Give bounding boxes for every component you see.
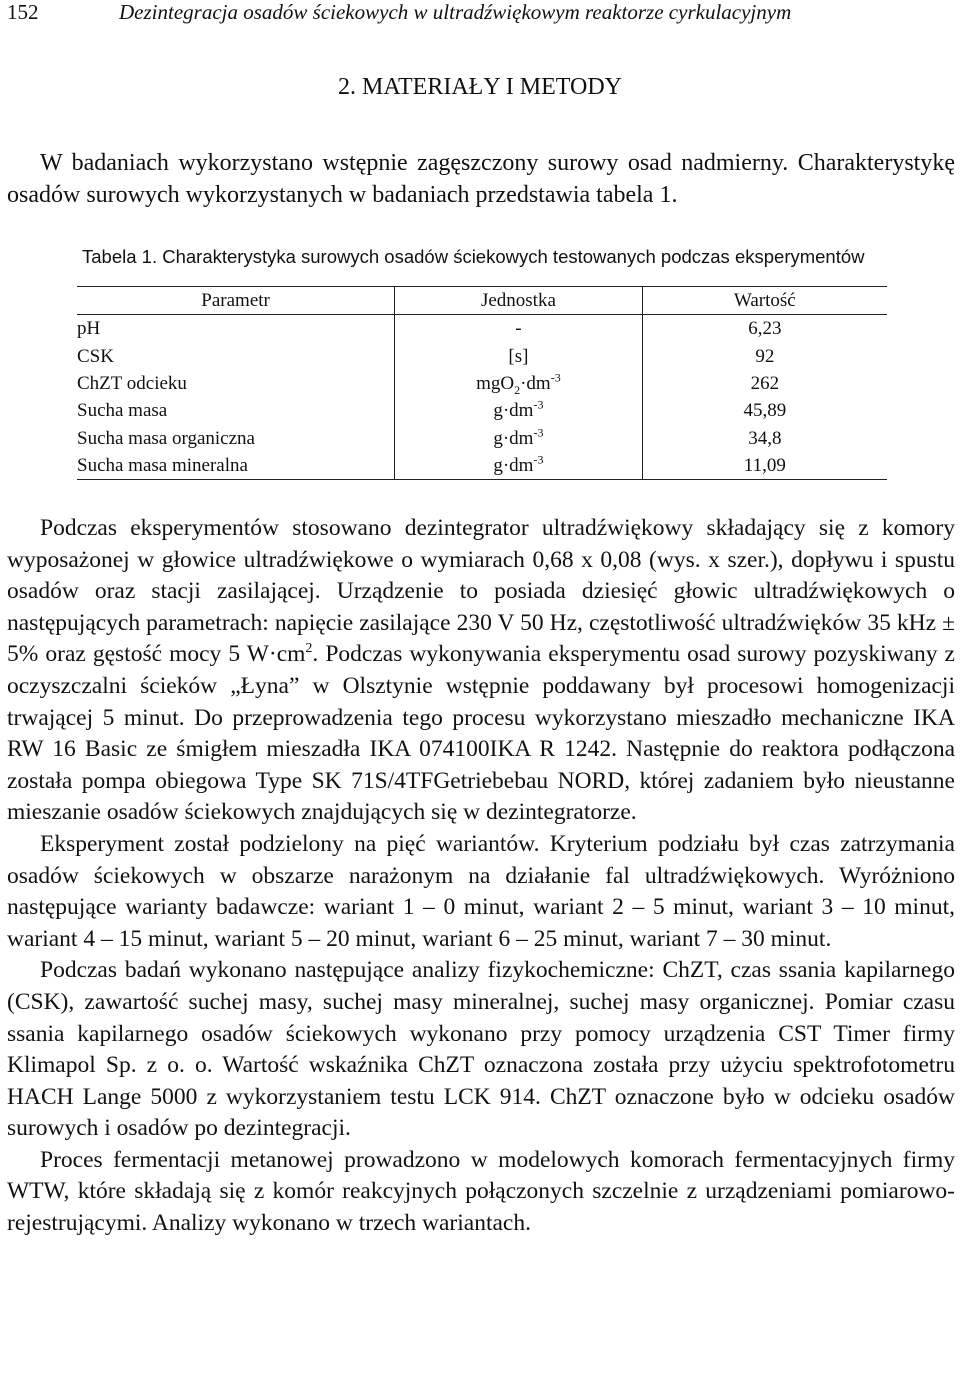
table-row [77, 343, 887, 370]
header-wartosc: Wartość [642, 287, 887, 315]
header-jednostka: Jednostka [395, 287, 642, 315]
unit-cell: - [395, 315, 642, 343]
unit-cell: $g\cdot dm^{-3}$ [395, 452, 642, 480]
unit-cell: $mgO_2\cdot dm^{-3}$ [395, 370, 642, 397]
table-header-row [77, 287, 887, 315]
param-cell: ChZT odcieku [77, 373, 187, 395]
value-cell: 6,23 [748, 318, 782, 340]
value-cell: 34,8 [748, 427, 782, 449]
value-cell: 262 [750, 373, 780, 395]
value-cell: 11,09 [743, 454, 786, 476]
value-cell: 92 [755, 345, 775, 367]
table-row [77, 452, 887, 480]
header-parametr: Parametr [77, 287, 395, 315]
table-row [77, 315, 887, 343]
table-row [77, 397, 887, 424]
param-cell: pH [77, 318, 101, 340]
paragraph-fermentacja: Proces fermentacji metanowej prowadzono w modelowych komorach fermentacyjnych firmy WTW, które składają się z komór reakcyjnych połączonych szczelnie z urządzeniami pomiarowo-rejestrującymi. Analizy wykonano w trzech wariantach. [7, 1146, 955, 1237]
section-heading: 2. MATERIAŁY I METODY [338, 74, 622, 100]
table-row [77, 424, 887, 451]
param-cell: Sucha masa mineralna [77, 454, 248, 476]
characteristics-table [77, 286, 887, 480]
page-number: 152 [7, 0, 39, 24]
unit-cell: [s] [395, 343, 642, 370]
running-header [7, 0, 791, 24]
param-cell: Sucha masa [77, 400, 168, 422]
unit-cell: $g\cdot dm^{-3}$ [395, 424, 642, 451]
paragraph-analizy: Podczas badań wykonano następujące analizy fizykochemiczne: ChZT, czas ssania kapilarnego (CSK), zawartość suchej masy, suchej masy mineralnej, suchej masy organicznej. Pomiar czasu ssania kapilarnego osadów ściekowych wykonano przy pomocy urządzenia CST Timer firmy Klimapol Sp. z o. o. Wartość wskaźnika ChZT oznaczona została przy użyciu spektrofotometru HACH Lange 5000 z wykorzystaniem testu LCK 914. ChZT oznaczone było w odcieku osadów surowych i osadów po dezintegracji. [7, 957, 955, 1142]
running-title: Dezintegracja osadów ściekowych w ultradźwiękowym reaktorze cyrkulacyjnym [119, 0, 792, 24]
unit-cell: $g\cdot dm^{-3}$ [395, 397, 642, 424]
table-caption: Tabela 1. Charakterystyka surowych osadów ściekowych testowanych podczas eksperymentów [82, 246, 865, 267]
param-cell: CSK [77, 345, 114, 367]
intro-paragraph: W badaniach wykorzystano wstępnie zagęszczony surowy osad nadmierny. Charakterystykę osadów surowych wykorzystanych w badaniach przedstawia tabela 1. [7, 150, 955, 208]
table-row [77, 370, 887, 397]
paragraph-warianty: Eksperyment został podzielony na pięć wariantów. Kryterium podziału był czas zatrzymania osadów ściekowych w obszarze narażonym na działanie fal ultradźwiękowych. Wyróżniono następujące warianty badawcze: wariant 1 – 0 minut, wariant 2 – 5 minut, wariant 3 – 10 minut, wariant 4 – 15 minut, wariant 5 – 20 minut, wariant 6 – 25 minut, wariant 7 – 30 minut. [7, 830, 955, 952]
value-cell: 45,89 [743, 400, 787, 422]
paragraph-dezintegrator: Podczas eksperymentów stosowano dezintegrator ultradźwiękowy składający się z komory wyposażonej w głowice ultradźwiękowe o wymiarach 0,68 x 0,08 (wys. x szer.), dopływu i spustu osadów oraz stacji zasilającej. Urządzenie to posiada dziesięć głowic ultradźwiękowych o następujących parametrach: napięcie zasilające 230 V 50 Hz, częstotliwość ultradźwięków 35 kHz ± 5% oraz gęstość mocy 5 $W\cdot cm^2$. Podczas wykonywania eksperymentu osad surowy pozyskiwany z oczyszczalni ścieków „Łyna” w Olsztynie wstępnie poddawany był procesowi homogenizacji trwającej 5 minut. Do przeprowadzenia tego procesu wykorzystano mieszadło mechaniczne IKA RW 16 Basic ze śmigłem mieszadła IKA 074100IKA R 1242. Następnie do reaktora podłączona została pompa obiegowa Type SK 71S/4TFGetriebebau NORD, której zadaniem było nieustanne mieszanie osadów ściekowych znajdujących się w dezintegratorze. [7, 515, 955, 826]
body-text [7, 513, 955, 1240]
param-cell: Sucha masa organiczna [77, 427, 255, 449]
intro-text [7, 147, 955, 211]
